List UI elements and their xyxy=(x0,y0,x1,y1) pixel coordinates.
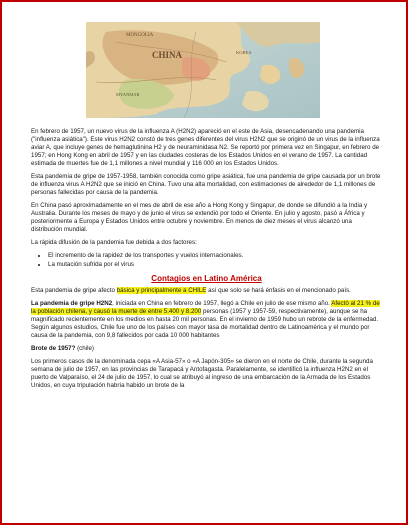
paragraph-spread: En China pasó aproximadamente en el mes de abril de ese año a Hong Kong y Singapur, de donde se difundió a la India y Australia. Durante los meses de mayo y de junio el virus se extendió por todo el Oriente. En julio y agosto, pasó a África y posteriormente a Europa y Estados Unidos entre octubre y noviembre. En menos de diez meses el virus alcanzó una distribución mundial. xyxy=(31,201,368,234)
map-label-myanmar: MYANMAR xyxy=(116,92,140,97)
paragraph-outbreak-title xyxy=(31,345,382,353)
paragraph-first-cases: Los primeros casos de la denominada cepa «A Asia-57» o «A Japón-305» se dieron en el norte de Chile, durante la segunda semana de julio de 1957, en las provincias de Tarapacá y Antofagasta. Paralelamente, se identificó la influenza H2N2 en el puerto de Valparaíso, el 24 de julio de 1957, lo cual se atribuyó al ingreso de una embarcación de la Armada de los Estados Unidos, en cuya tripulación habría habido un brote de la xyxy=(31,357,373,389)
text-segment: así que solo se hará énfasis en el mencionado país. xyxy=(206,287,351,295)
map-label-china: CHINA xyxy=(152,50,183,60)
list-item: • El incremento de la rapidez de los transportes y vuelos internacionales. xyxy=(48,252,382,260)
bold-text: Brote de 1957? xyxy=(31,345,76,353)
world-map-illustration xyxy=(86,22,320,118)
paragraph-asian-flu: Esta pandemia de gripe de 1957-1958, también conocida como gripe asiática, fue una pandemia de gripe causada por un brote de influenza virus A H2N2 que se inició en China. Tuvo una alta mortalidad, con estimaciones de alrededor de 1,1 millones de personas fallecidas por causa de la pandemia. xyxy=(31,173,381,197)
list-item: • La mutación sufrida por el virus xyxy=(48,261,382,269)
text-segment: (chile) xyxy=(75,345,94,353)
text-segment: , iniciada en China en febrero de 1957, llegó a Chile en julio de ese mismo año. xyxy=(112,299,332,307)
factors-list xyxy=(31,252,382,270)
highlighted-text: Afectó al 21 % de la población chilena, y causó la muerte de entre 5.400 y 8.200 xyxy=(31,299,380,316)
document-body xyxy=(31,128,382,395)
text-segment: Esta pandemia de gripe afecto xyxy=(31,287,117,295)
map-graphic xyxy=(86,22,320,118)
text-segment: personas (1957 y 1957-59, respectivamente), aunque se ha magnificado recientemente en los medios en hasta 20 mil personas. En el invierno de 1959 hubo un rebrote de la enfermedad. Según algunos estudios, Chile fue uno de los países con mayor tasa de mortalidad dentro de Latinoamérica y el mundo por causa de la pandemia, con 9,8 fallecidos por cada 10 000 habitantes xyxy=(31,308,379,340)
paragraph-chile-intro xyxy=(31,287,382,295)
paragraph-intro: En febrero de 1957, un nuevo virus de la influenza A (H2N2) apareció en el este de Asia, desencadenando una pandemia ("influenza asiática"). Este virus H2N2 constó de tres genes diferentes del virus H2N2 que se originó de un virus de la influenza aviar A, que incluye genes de hemaglutinina H2 y de neuraminidasa N2. Se reportó por primera vez en Singapur, en febrero de 1957; en Hong Kong en abril de 1957 y en las ciudades costeras de los Estados Unidos en el verano de 1957. La cantidad estimada de muertes fue de 1,1 millones a nivel mundial y 116 000 en los Estados Unidos. xyxy=(31,128,380,168)
paragraph-factors: La rápida difusión de la pandemia fue debida a dos factores: xyxy=(31,238,197,246)
bold-text: La pandemia de gripe H2N2 xyxy=(31,299,113,307)
paragraph-chile-pandemic xyxy=(31,300,382,340)
map-label-korea: KOREA xyxy=(236,50,252,55)
highlighted-text: básica y principalmente a CHILE xyxy=(116,287,207,295)
section-heading: Contagios en Latino América xyxy=(151,274,262,284)
map-label-mongolia: MONGOLIA xyxy=(126,33,154,38)
